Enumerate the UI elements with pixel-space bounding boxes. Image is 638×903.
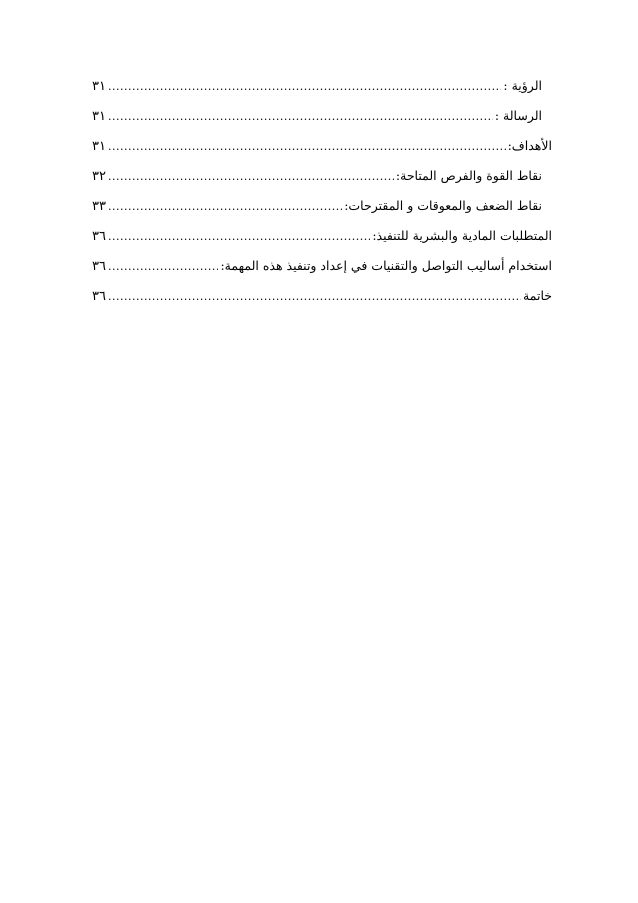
toc-entry-title: استخدام أساليب التواصل والتقنيات في إعداد وتنفيذ هذه المهمة:: [220, 258, 552, 273]
toc-entry-title: الرسالة :: [494, 108, 542, 123]
toc-page-number: ٣١: [92, 79, 106, 94]
toc-leader-dots: [108, 197, 342, 217]
toc-entry-title: نقاط الضعف والمعوقات و المقترحات:: [344, 198, 542, 213]
toc-page-number: ٣١: [92, 109, 106, 124]
toc-entry-goals: [92, 136, 552, 166]
toc-page-number: ٣٦: [92, 259, 106, 274]
toc-leader-dots: [108, 227, 370, 247]
toc-entry-title: خاتمة: [523, 288, 552, 303]
toc-leader-dots: [108, 257, 218, 277]
toc-entry-conclusion: [92, 286, 552, 316]
toc-leader-dots: [108, 77, 501, 97]
toc-leader-dots: [108, 137, 506, 157]
toc-entry-weaknesses: [92, 196, 552, 226]
toc-entry-strengths: [92, 166, 552, 196]
toc-entry-mission: [92, 106, 552, 136]
toc-entry-title: الأهداف:: [507, 138, 552, 153]
toc-entry-communication: [92, 256, 552, 286]
toc-leader-dots: [108, 287, 521, 307]
toc-page-number: ٣٣: [92, 199, 106, 214]
toc-leader-dots: [108, 107, 493, 127]
toc-page-number: ٣١: [92, 139, 106, 154]
toc-entry-title: نقاط القوة والفرص المتاحة:: [395, 168, 542, 183]
toc-leader-dots: [108, 167, 394, 187]
toc-entry-title: الرؤية :: [503, 78, 542, 93]
table-of-contents: [92, 76, 552, 316]
toc-page-number: ٣٦: [92, 289, 106, 304]
toc-entry-requirements: [92, 226, 552, 256]
toc-entry-vision: [92, 76, 552, 106]
toc-page-number: ٣٢: [92, 169, 106, 184]
toc-entry-title: المتطلبات المادية والبشرية للتنفيذ:: [372, 228, 552, 243]
toc-page-number: ٣٦: [92, 229, 106, 244]
